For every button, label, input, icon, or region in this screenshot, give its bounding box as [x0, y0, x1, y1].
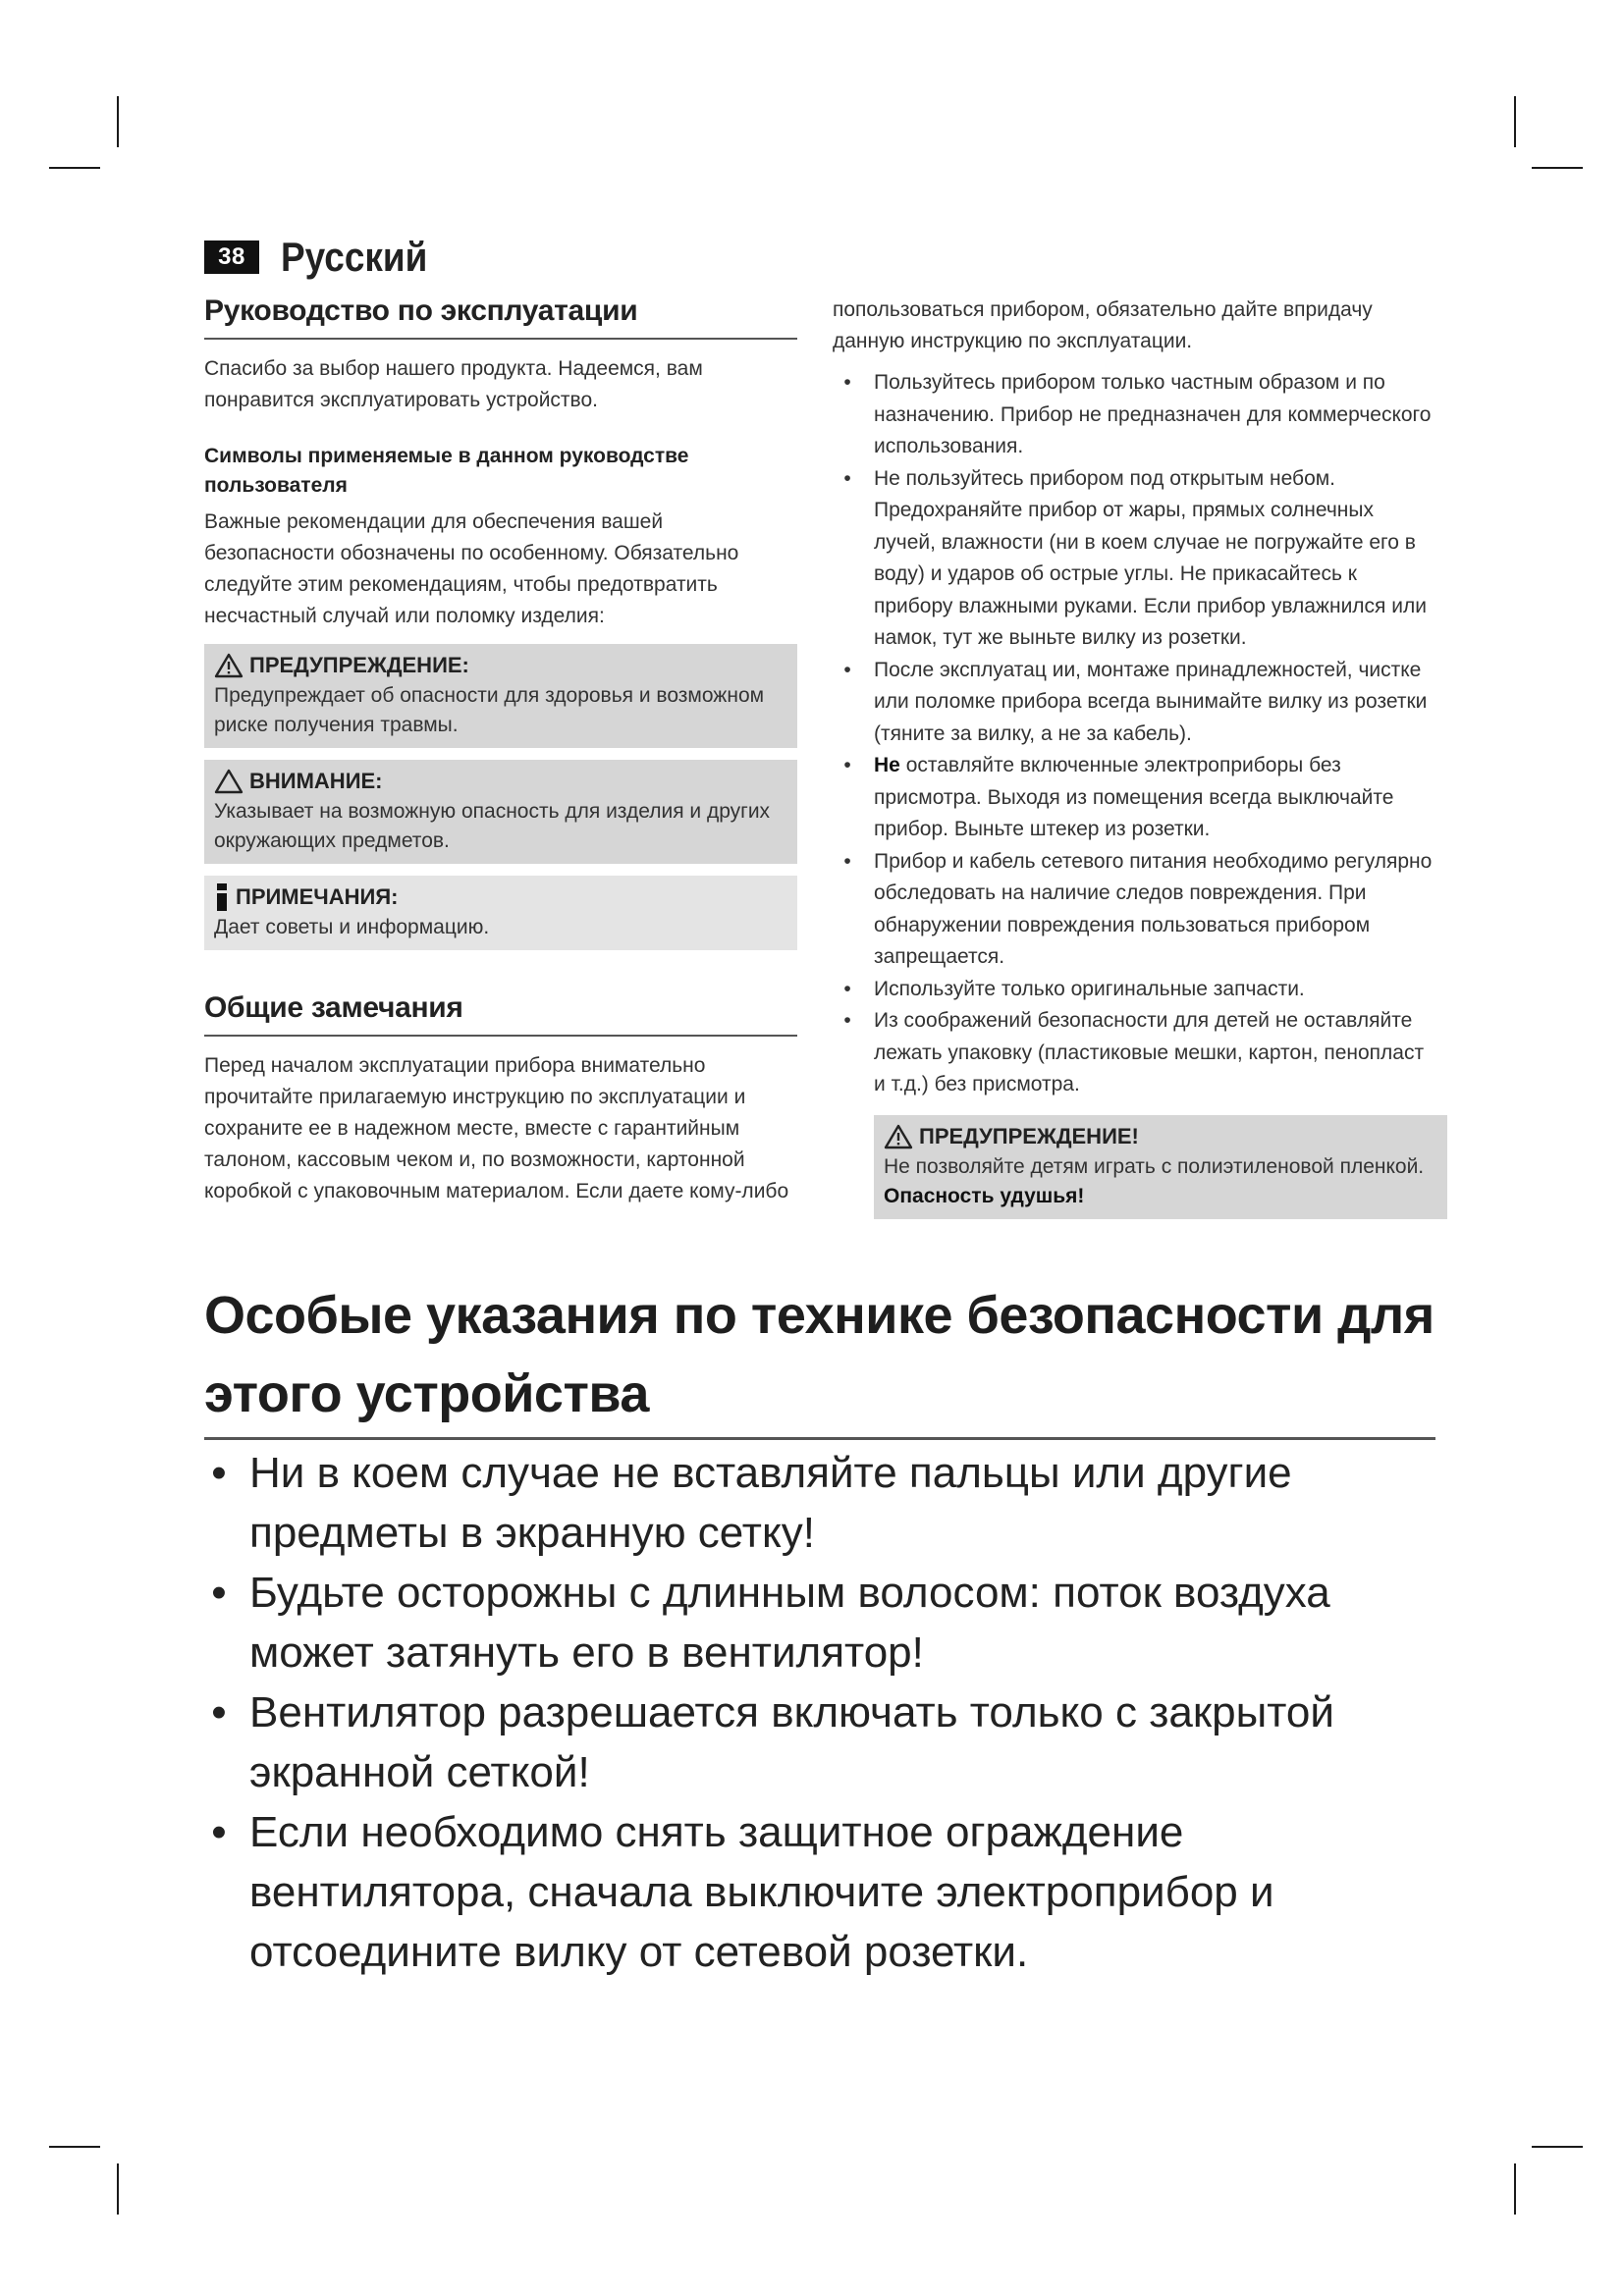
- list-item: • Используйте только оригинальные запчасти.: [833, 974, 1434, 1006]
- symbols-text: Важные рекомендации для обеспечения вашей безопасности обозначены по особенному. Обязательно следуйте этим рекомендациям, чтобы предотвратить несчастный случай или поломку изделия:: [204, 510, 739, 627]
- page-header: [204, 234, 448, 281]
- list-item: • После эксплуатац ии, монтаже принадлежностей, чистке или поломке прибора всегда вынимайте вилку из розетки (тяните за вилку, а не за кабель).: [833, 655, 1434, 751]
- bullet-dot-icon: •: [211, 1569, 227, 1617]
- precautions-list: [833, 367, 1434, 1101]
- list-item: • Пользуйтесь прибором только частным образом и по назначению. Прибор не предназначен для коммерческого использования.: [833, 367, 1434, 463]
- list-item: • Из соображений безопасности для детей не оставляйте лежать упаковку (пластиковые мешки, картон, пенопласт и т.д.) без присмотра.: [833, 1005, 1434, 1101]
- crop-mark: [1514, 96, 1516, 147]
- caution-title-row: [214, 766, 789, 797]
- caution-box: [204, 760, 797, 864]
- bullet-dot-icon: •: [211, 1449, 227, 1497]
- note-box: [204, 876, 797, 950]
- info-icon: [214, 883, 230, 911]
- bullet-dot-icon: •: [211, 1688, 227, 1736]
- crop-mark: [49, 167, 100, 169]
- manual-title: Руководство по эксплуатации: [204, 294, 797, 340]
- warning-title-row: [214, 650, 789, 681]
- safety-item: • Если необходимо снять защитное ограждение вентилятора, сначала выключите электроприбор и отсоедините вилку от сетевой розетки.: [204, 1802, 1435, 1982]
- warning-text: Предупреждает об опасности для здоровья и возможном риске получения травмы.: [214, 684, 765, 736]
- warning-title: ПРЕДУПРЕЖДЕНИЕ:: [249, 653, 469, 677]
- general-text: Перед началом эксплуатации прибора внимательно прочитайте прилагаемую инструкцию по эксплуатации и сохраните ее в надежном месте, вместе с гарантийным талоном, кассовым чеком и, по возможности, картонной коробкой с упаковочным материалом. Если даете кому-либо: [204, 1054, 789, 1202]
- left-column: [204, 294, 797, 1207]
- crop-mark: [1532, 167, 1583, 169]
- continuation-text: попользоваться прибором, обязательно дайте впридачу данную инструкцию по эксплуатации.: [833, 298, 1373, 352]
- caution-triangle-icon: [214, 769, 244, 794]
- warning-triangle-icon: [214, 653, 244, 678]
- page-number: 38: [204, 240, 259, 274]
- note-text: Дает советы и информацию.: [214, 916, 490, 938]
- right-warning-box: [874, 1115, 1447, 1219]
- bullet-dot-icon: •: [843, 754, 851, 776]
- general-title: Общие замечания: [204, 991, 797, 1037]
- bullet-dot-icon: •: [843, 977, 851, 1000]
- right-warning-title-row: [884, 1121, 1439, 1152]
- list-item: • Не пользуйтесь прибором под открытым небом. Предохраняйте прибор от жары, прямых солнечных лучей, влажности (ни в коем случае не погружайте его в воду) и ударов об острые углы. Не прикасайтесь к прибору влажными руками. Если прибор увлажнился или намок, тут же выньте вилку из розетки.: [833, 463, 1434, 655]
- safety-item: • Будьте осторожны с длинным волосом: поток воздуха может затянуть его в вентилятор!: [204, 1563, 1435, 1682]
- crop-mark: [49, 2146, 100, 2148]
- page-language: Русский: [281, 234, 428, 280]
- intro-text: Спасибо за выбор нашего продукта. Надеемся, вам понравится эксплуатировать устройство.: [204, 357, 703, 411]
- crop-mark: [1514, 2163, 1516, 2215]
- crop-mark: [117, 2163, 119, 2215]
- right-warning-text: Не позволяйте детям играть с полиэтиленовой пленкой. Опасность удушья!: [884, 1154, 1425, 1207]
- caution-title: ВНИМАНИЕ:: [249, 769, 383, 793]
- list-item: • Прибор и кабель сетевого питания необходимо регулярно обследовать на наличие следов повреждения. При обнаружении повреждения пользоваться прибором запрещается.: [833, 846, 1434, 974]
- caution-text: Указывает на возможную опасность для изделия и других окружающих предметов.: [214, 800, 771, 852]
- bullet-dot-icon: •: [843, 371, 851, 394]
- warning-triangle-icon: [884, 1124, 913, 1149]
- symbols-title: Символы применяемые в данном руководстве пользователя: [204, 445, 689, 497]
- note-title-row: [214, 881, 789, 913]
- suffocation-hazard: Опасность удушья!: [884, 1184, 1085, 1207]
- right-column: [833, 294, 1434, 1219]
- list-item: • Не оставляйте включенные электроприборы без присмотра. Выходя из помещения всегда выключайте прибор. Выньте штекер из розетки.: [833, 750, 1434, 846]
- bullet-dot-icon: •: [843, 1009, 851, 1032]
- bullet-dot-icon: •: [843, 849, 851, 873]
- warning-box: [204, 644, 797, 748]
- crop-mark: [117, 96, 119, 147]
- bullet-dot-icon: •: [843, 466, 851, 490]
- safety-item: • Вентилятор разрешается включать только с закрытой экранной сеткой!: [204, 1682, 1435, 1802]
- safety-list: [204, 1443, 1435, 1982]
- crop-mark: [1532, 2146, 1583, 2148]
- bullet-dot-icon: •: [843, 658, 851, 681]
- note-title: ПРИМЕЧАНИЯ:: [236, 884, 399, 909]
- safety-item: • Ни в коем случае не вставляйте пальцы или другие предметы в экранную сетку!: [204, 1443, 1435, 1563]
- bullet-dot-icon: •: [211, 1808, 227, 1856]
- right-warning-title: ПРЕДУПРЕЖДЕНИЕ!: [919, 1123, 1139, 1148]
- safety-title: Особые указания по технике безопасности для этого устройства: [204, 1276, 1435, 1440]
